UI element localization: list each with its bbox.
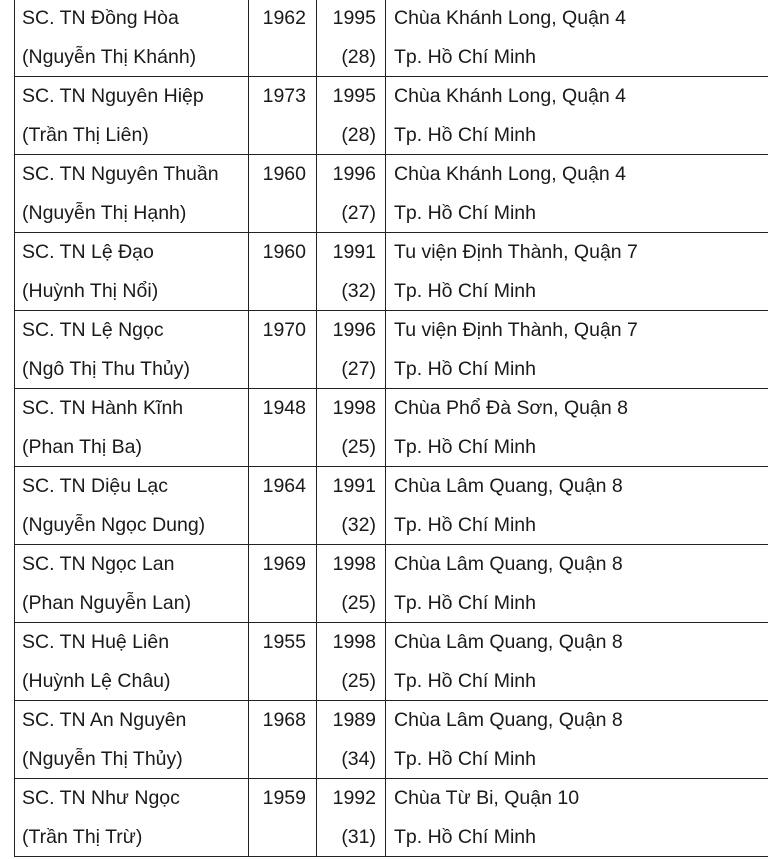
ordination-cell (317, 0, 386, 77)
dharma-name: SC. TN Diệu Lạc (22, 475, 168, 497)
ordination-cell (317, 623, 386, 701)
dharma-name: SC. TN An Nguyên (22, 709, 187, 731)
address-city: Tp. Hồ Chí Minh (394, 201, 536, 224)
birth-year-cell (249, 0, 317, 77)
name-cell (15, 623, 249, 701)
dharma-name: SC. TN Huệ Liên (22, 631, 170, 653)
ordination-year: 1998 (332, 397, 376, 419)
table-row (15, 311, 768, 389)
address-temple: Chùa Khánh Long, Quận 4 (394, 7, 627, 29)
dharma-name: SC. TN Như Ngọc (22, 787, 180, 809)
ordination-age: (25) (341, 669, 376, 692)
birth-year: 1973 (262, 85, 306, 107)
ordination-year: 1996 (332, 163, 376, 185)
address-city: Tp. Hồ Chí Minh (394, 45, 536, 68)
table-row (15, 701, 768, 779)
table-row (15, 155, 768, 233)
birth-year-cell (249, 77, 317, 155)
address-temple: Chùa Từ Bi, Quận 10 (394, 787, 580, 809)
birth-year-cell (249, 623, 317, 701)
name-cell (15, 701, 249, 779)
ordination-cell (317, 77, 386, 155)
name-cell (15, 311, 249, 389)
dharma-name: SC. TN Nguyên Hiệp (22, 85, 204, 107)
ordination-year: 1992 (332, 787, 376, 809)
nun-roster-table (14, 0, 768, 857)
ordination-year: 1989 (332, 709, 376, 731)
birth-year-cell (249, 311, 317, 389)
table-row (15, 623, 768, 701)
address-city: Tp. Hồ Chí Minh (394, 669, 536, 692)
ordination-cell (317, 545, 386, 623)
birth-year-cell (249, 233, 317, 311)
ordination-year: 1995 (332, 7, 376, 29)
address-cell (386, 311, 768, 389)
address-city: Tp. Hồ Chí Minh (394, 435, 536, 458)
ordination-cell (317, 389, 386, 467)
birth-year: 1964 (262, 475, 306, 497)
name-cell (15, 233, 249, 311)
table-row (15, 0, 768, 77)
lay-name: (Nguyễn Thị Thủy) (22, 747, 183, 770)
name-cell (15, 155, 249, 233)
lay-name: (Nguyễn Ngọc Dung) (22, 513, 206, 536)
lay-name: (Ngô Thị Thu Thủy) (22, 357, 190, 380)
birth-year: 1955 (262, 631, 306, 653)
address-temple: Tu viện Định Thành, Quận 7 (394, 319, 638, 341)
ordination-age: (32) (341, 513, 376, 536)
ordination-age: (25) (341, 435, 376, 458)
address-city: Tp. Hồ Chí Minh (394, 123, 536, 146)
address-temple: Chùa Lâm Quang, Quận 8 (394, 709, 623, 731)
birth-year: 1948 (262, 397, 306, 419)
address-cell (386, 233, 768, 311)
ordination-age: (25) (341, 591, 376, 614)
address-city: Tp. Hồ Chí Minh (394, 591, 536, 614)
lay-name: (Nguyễn Thị Khánh) (22, 45, 197, 68)
address-cell (386, 0, 768, 77)
address-cell (386, 623, 768, 701)
ordination-cell (317, 311, 386, 389)
address-cell (386, 701, 768, 779)
lay-name: (Trần Thị Trừ) (22, 825, 143, 848)
name-cell (15, 545, 249, 623)
ordination-year: 1995 (332, 85, 376, 107)
dharma-name: SC. TN Đồng Hòa (22, 7, 179, 29)
name-cell (15, 389, 249, 467)
birth-year-cell (249, 389, 317, 467)
table-row (15, 77, 768, 155)
address-temple: Chùa Lâm Quang, Quận 8 (394, 631, 623, 653)
ordination-year: 1998 (332, 631, 376, 653)
ordination-year: 1991 (332, 475, 376, 497)
birth-year: 1959 (262, 787, 306, 809)
birth-year: 1969 (262, 553, 306, 575)
birth-year: 1968 (262, 709, 306, 731)
birth-year-cell (249, 467, 317, 545)
address-temple: Tu viện Định Thành, Quận 7 (394, 241, 638, 263)
birth-year: 1960 (262, 241, 306, 263)
ordination-age: (27) (341, 357, 376, 380)
lay-name: (Nguyễn Thị Hạnh) (22, 201, 187, 224)
address-cell (386, 389, 768, 467)
ordination-age: (34) (341, 747, 376, 770)
name-cell (15, 77, 249, 155)
address-city: Tp. Hồ Chí Minh (394, 279, 536, 302)
lay-name: (Phan Nguyễn Lan) (22, 591, 192, 614)
address-cell (386, 77, 768, 155)
dharma-name: SC. TN Ngọc Lan (22, 553, 175, 575)
birth-year-cell (249, 545, 317, 623)
table-body (15, 0, 768, 857)
ordination-cell (317, 155, 386, 233)
birth-year-cell (249, 155, 317, 233)
address-cell (386, 155, 768, 233)
ordination-cell (317, 779, 386, 857)
ordination-year: 1998 (332, 553, 376, 575)
address-city: Tp. Hồ Chí Minh (394, 513, 536, 536)
address-cell (386, 779, 768, 857)
ordination-age: (28) (341, 45, 376, 68)
name-cell (15, 467, 249, 545)
table-row (15, 389, 768, 467)
dharma-name: SC. TN Lệ Ngọc (22, 319, 164, 341)
ordination-cell (317, 233, 386, 311)
address-temple: Chùa Khánh Long, Quận 4 (394, 163, 627, 185)
dharma-name: SC. TN Hành Kĩnh (22, 397, 184, 419)
table-row (15, 467, 768, 545)
table-row (15, 545, 768, 623)
ordination-year: 1996 (332, 319, 376, 341)
table-row (15, 779, 768, 857)
address-city: Tp. Hồ Chí Minh (394, 747, 536, 770)
address-temple: Chùa Lâm Quang, Quận 8 (394, 553, 623, 575)
table-row (15, 233, 768, 311)
ordination-age: (27) (341, 201, 376, 224)
address-temple: Chùa Khánh Long, Quận 4 (394, 85, 627, 107)
ordination-year: 1991 (332, 241, 376, 263)
dharma-name: SC. TN Nguyên Thuần (22, 163, 219, 185)
address-cell (386, 467, 768, 545)
name-cell (15, 779, 249, 857)
birth-year-cell (249, 701, 317, 779)
lay-name: (Huỳnh Lệ Châu) (22, 669, 171, 692)
ordination-age: (31) (341, 825, 376, 848)
address-city: Tp. Hồ Chí Minh (394, 357, 536, 380)
ordination-age: (28) (341, 123, 376, 146)
name-cell (15, 0, 249, 77)
lay-name: (Huỳnh Thị Nổi) (22, 279, 159, 302)
ordination-cell (317, 701, 386, 779)
birth-year: 1962 (262, 7, 306, 29)
birth-year: 1970 (262, 319, 306, 341)
lay-name: (Phan Thị Ba) (22, 435, 142, 458)
dharma-name: SC. TN Lệ Đạo (22, 241, 154, 263)
address-temple: Chùa Lâm Quang, Quận 8 (394, 475, 623, 497)
birth-year: 1960 (262, 163, 306, 185)
address-cell (386, 545, 768, 623)
birth-year-cell (249, 779, 317, 857)
ordination-age: (32) (341, 279, 376, 302)
address-city: Tp. Hồ Chí Minh (394, 825, 536, 848)
lay-name: (Trần Thị Liên) (22, 123, 149, 146)
address-temple: Chùa Phổ Đà Sơn, Quận 8 (394, 397, 628, 419)
ordination-cell (317, 467, 386, 545)
